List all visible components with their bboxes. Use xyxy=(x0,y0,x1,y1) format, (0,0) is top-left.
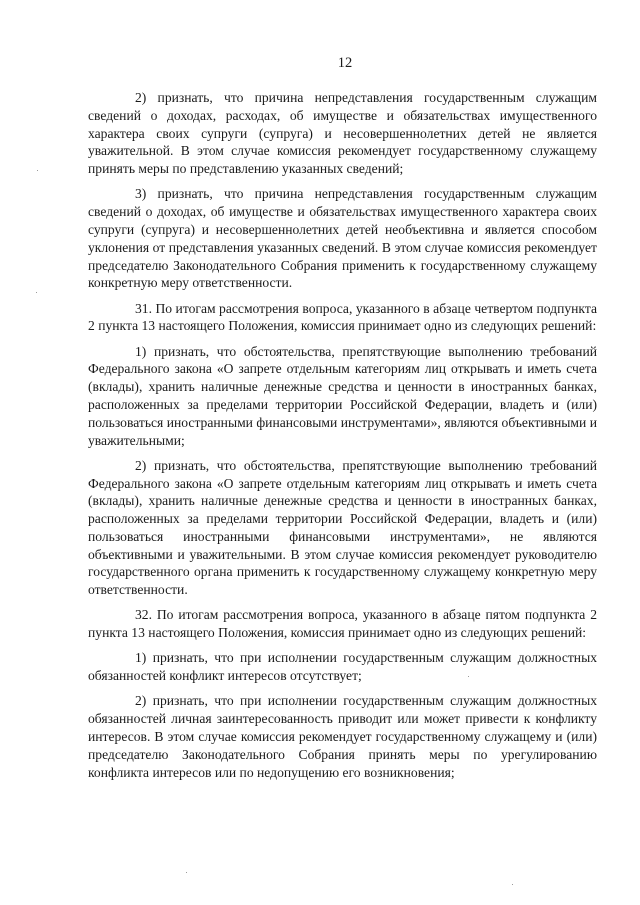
paragraph-item-31-sub1: 1) признать, что обстоятельства, препятствующие выполнению требований Федерального закона «О запрете отдельным категориям лиц открывать и иметь счета (вклады), хранить наличные денежные средства и ценности в иностранных банках, расположенных за пределами территории Российской Федерации, владеть и (или) пользоваться иностранными финансовыми инструментами», являются объективными и уважительными; xyxy=(88,343,597,448)
page-number: 12 xyxy=(337,55,353,71)
paragraph-sub3-reason-evasion: 3) признать, что причина непредставления государственным служащим сведений о доходах, об имуществе и обязательствах имущественного характера своих супруги (супруга) и несовершеннолетних детей необъективна и является способом уклонения от представления указанных сведений. В этом случае комиссия рекомендует председателю Законодательного Собрания применить к государственному служащему конкретную меру ответственности. xyxy=(88,186,597,291)
document-body xyxy=(88,89,597,789)
scan-speck xyxy=(512,884,513,885)
paragraph-item-31-sub2: 2) признать, что обстоятельства, препятствующие выполнению требований Федерального закона «О запрете отдельным категориям лиц открывать и иметь счета (вклады), хранить наличные денежные средства и ценности в иностранных банках, расположенных за пределами территории Российской Федерации, владеть и (или) пользоваться иностранными финансовыми инструментами», не являются объективными и уважительными. В этом случае комиссия рекомендует руководителю государственного органа применить к государственному служащему конкретную меру ответственности. xyxy=(88,457,597,598)
scan-speck xyxy=(36,292,37,293)
scan-speck xyxy=(468,676,469,677)
paragraph-item-32-sub2: 2) признать, что при исполнении государственным служащим должностных обязанностей личная заинтересованность приводит или может привести к конфликту интересов. В этом случае комиссия рекомендует государственному служащему и (или) председателю Законодательного Собрания принять меры по урегулированию конфликта интересов или по недопущению его возникновения; xyxy=(88,693,597,780)
scan-speck xyxy=(37,170,38,171)
scan-speck xyxy=(186,872,187,873)
paragraph-sub2-reason-not-valid: 2) признать, что причина непредставления государственным служащим сведений о доходах, расходах, об имуществе и обязательствах имущественного характера своих супруги (супруга) и несовершеннолетних детей не является уважительной. В этом случае комиссия рекомендует государственному служащему принять меры по представлению указанных сведений; xyxy=(88,90,597,177)
paragraph-item-31: 31. По итогам рассмотрения вопроса, указанного в абзаце четвертом подпункта 2 пункта 13 настоящего Положения, комиссия принимает одно из следующих решений: xyxy=(88,300,597,334)
paragraph-item-32-sub1: 1) признать, что при исполнении государственным служащим должностных обязанностей конфликт интересов отсутствует; xyxy=(88,650,597,684)
paragraph-item-32: 32. По итогам рассмотрения вопроса, указанного в абзаце пятом подпункта 2 пункта 13 настоящего Положения, комиссия принимает одно из следующих решений: xyxy=(88,607,597,641)
